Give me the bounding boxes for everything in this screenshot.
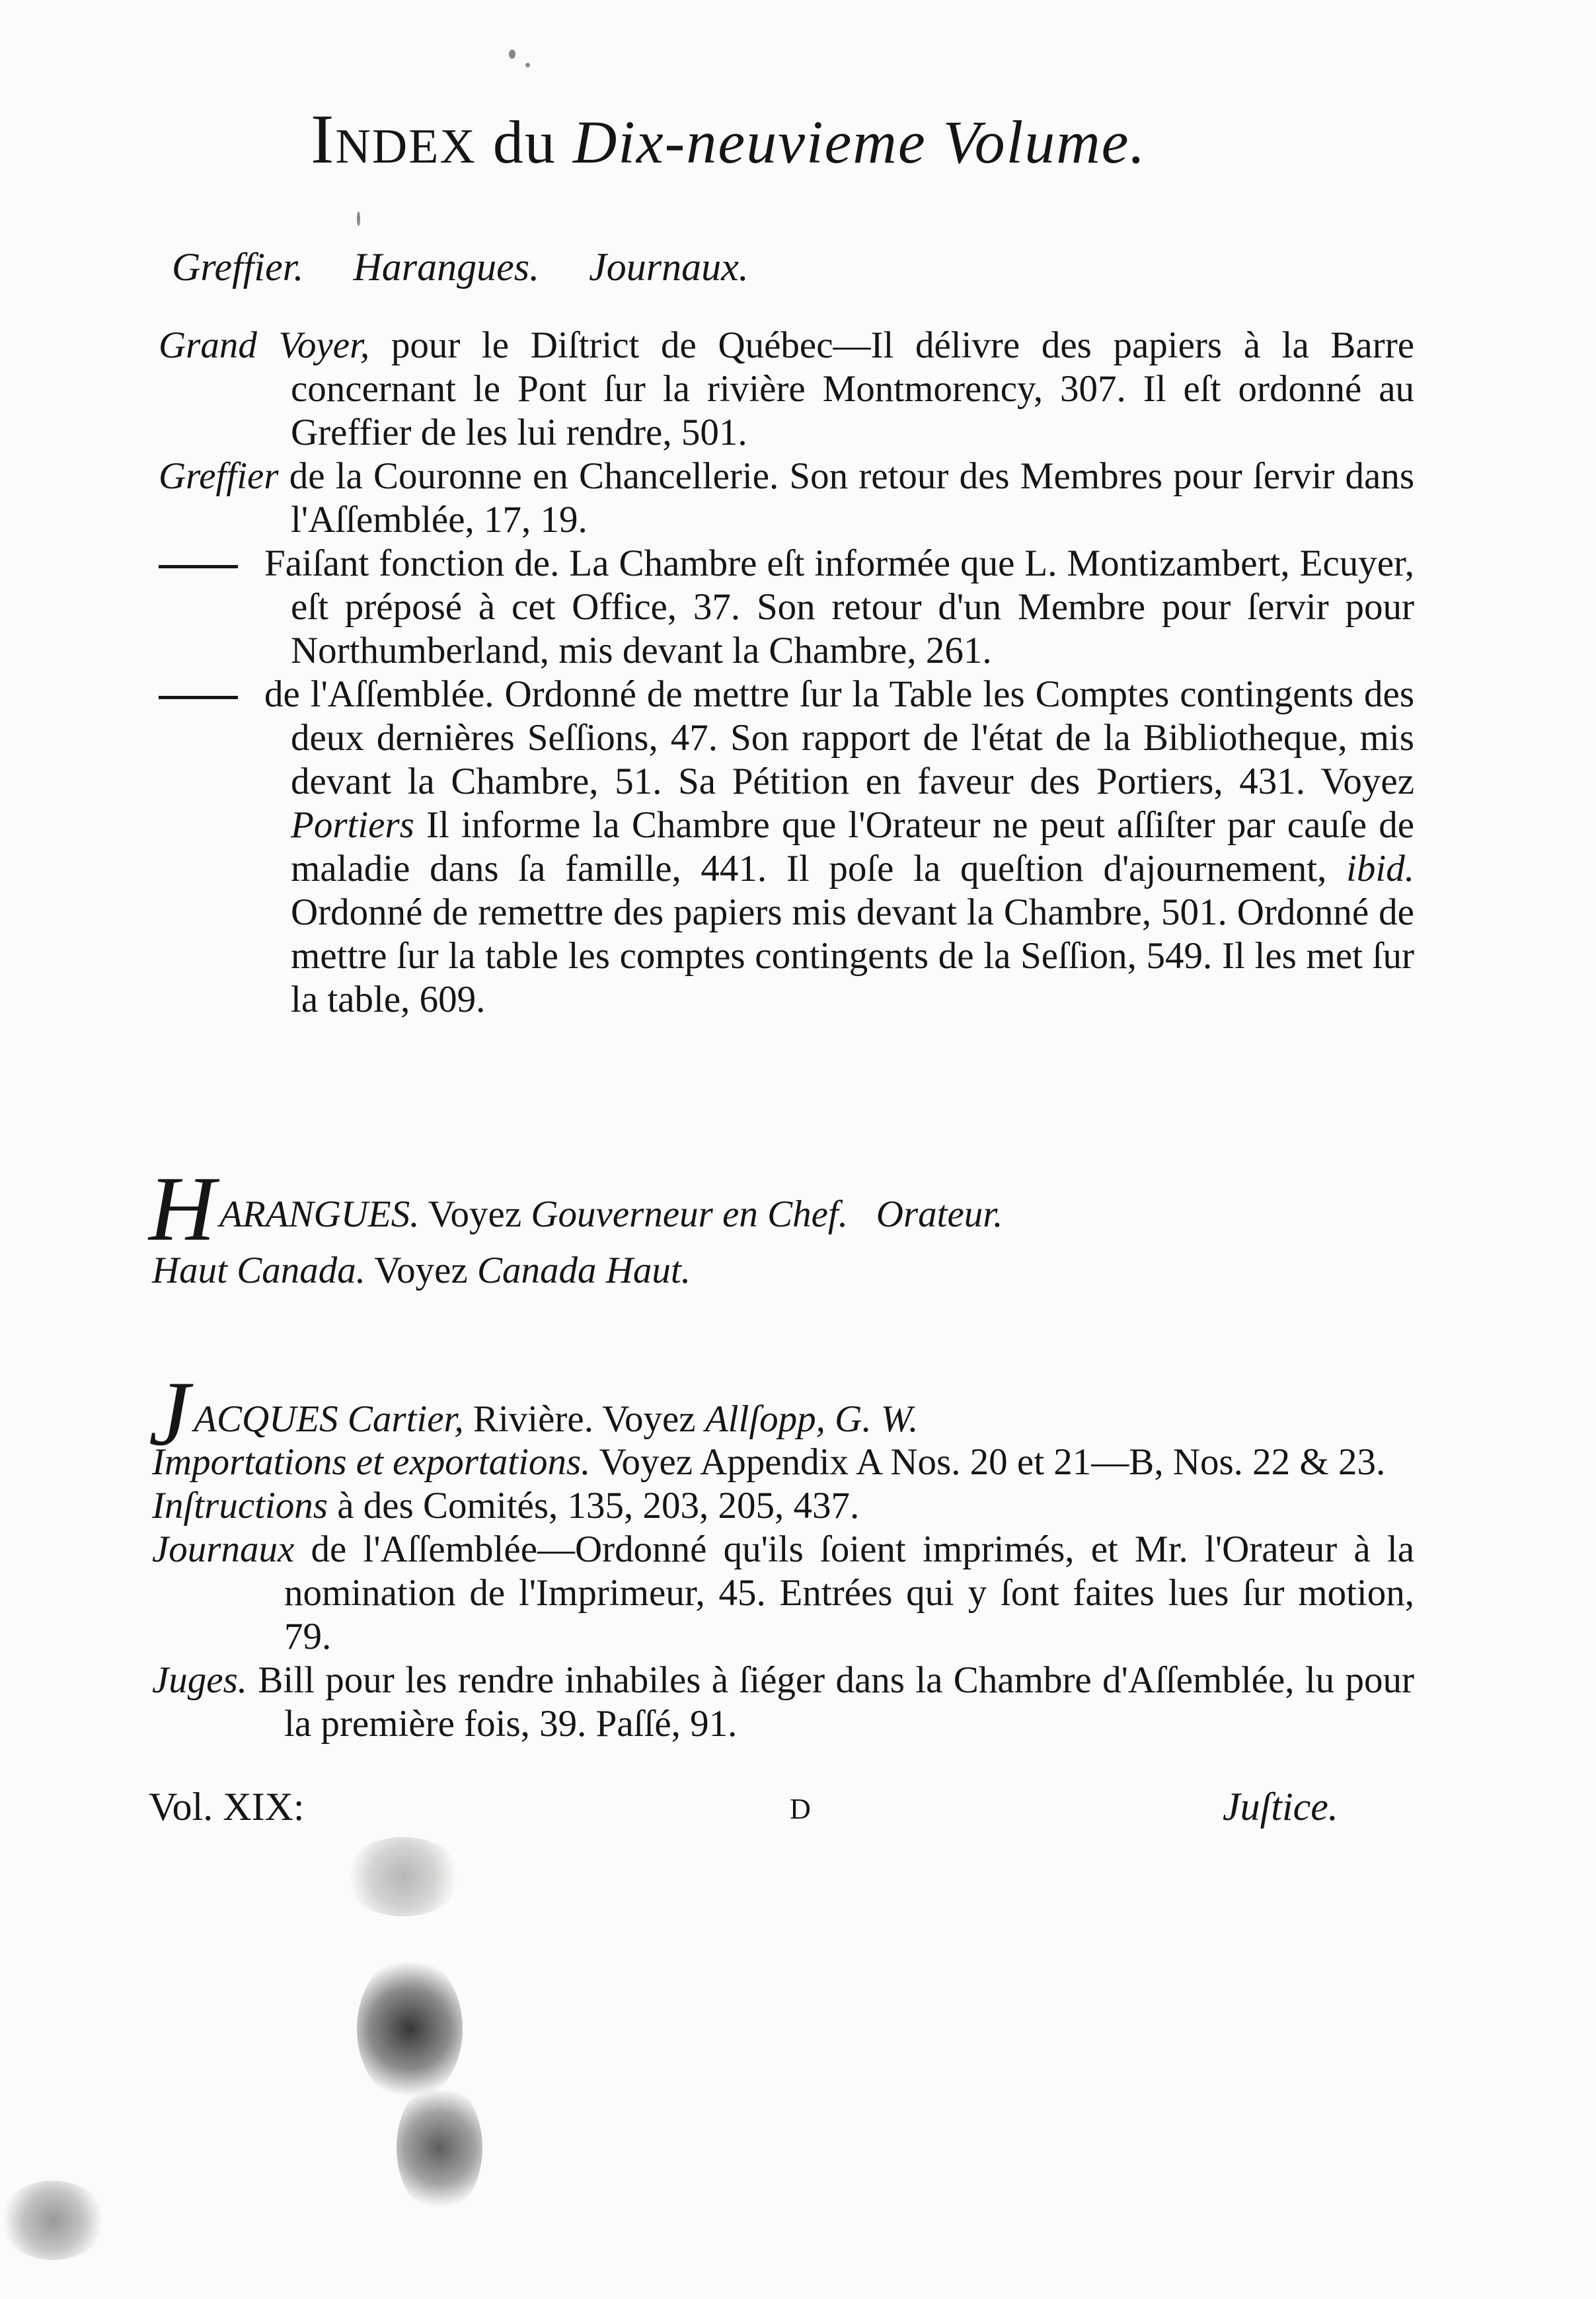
entry-text: pour le Diſtrict de Québec—Il délivre des papiers à la Barre concernant le Pont ſur la rivière Montmorency, 307. Il eſt ordonné au Greffier de les lui rendre, 501. [291, 324, 1414, 453]
drop-cap-h: H [149, 1158, 216, 1260]
entry-head: Greffier [159, 455, 279, 497]
ink-stain [357, 1956, 463, 2101]
entry-text: Voyez Appendix A Nos. 20 et 21—B, Nos. 22 & 23. [599, 1441, 1386, 1483]
ink-stain [344, 1837, 463, 1916]
cartier-word: Cartier, [347, 1398, 464, 1440]
riviere-word: Rivière. [473, 1398, 593, 1440]
catchword: Juſtice. [1223, 1785, 1338, 1828]
ink-speck [525, 63, 530, 67]
ref-text: Canada Haut. [476, 1250, 691, 1291]
index-entry [159, 455, 1414, 542]
entry-head: Grand Voyer, [159, 324, 370, 366]
crossref-item: Journaux. [589, 245, 749, 289]
ditto-dash [159, 696, 238, 699]
index-entry [159, 324, 1414, 455]
crossref-item: Greffier. [172, 245, 304, 289]
volume-label: Vol. XIX: [149, 1785, 305, 1828]
entry-text: de la Couronne en Chancellerie. Son retour des Membres pour ſervir dans l'Aſſemblée, 17, 19. [289, 455, 1415, 541]
entry-head: Inſtructions [152, 1485, 328, 1526]
entry-head: Importations et exportations. [152, 1441, 591, 1483]
ref-text: Gouverneur en Chef. [531, 1193, 849, 1235]
index-entries-j [152, 1441, 1414, 1746]
index-entries-g [159, 324, 1414, 1022]
voyez-text: Voyez [602, 1398, 696, 1440]
entry-text: Il informe la Chambre que l'Orateur ne peut aſſiſter par cauſe de maladie dans ſa famille, 441. Il poſe la queſtion d'ajournement, [291, 804, 1414, 889]
index-entry [152, 1441, 1414, 1484]
title-italic: Dix-neuvieme Volume. [572, 108, 1147, 176]
page-title [311, 99, 1302, 180]
crossref-item: Harangues. [353, 245, 540, 289]
entry-text: de l'Aſſemblée—Ordonné qu'ils ſoient imprimés, et Mr. l'Orateur à la nomination de l'Imprimeur, 45. Entrées qui y ſont faites lues ſur motion, 79. [284, 1528, 1414, 1657]
ink-speck [509, 50, 515, 59]
entry-text: Bill pour les rendre inhabiles à ſiéger dans la Chambre d'Aſſemblée, lu pour la première fois, 39. Paſſé, 91. [258, 1659, 1414, 1745]
ditto-dash [159, 565, 238, 568]
entry-head: Juges. [152, 1659, 248, 1701]
drop-cap-j: J [149, 1363, 190, 1465]
jacques-word: ACQUES [194, 1398, 338, 1440]
title-small-caps: NDEX [335, 120, 476, 174]
title-first-letter: I [311, 100, 336, 178]
entry-italic-ref: Portiers [291, 804, 414, 846]
voyez-text: Voyez [428, 1193, 522, 1235]
entry-text: à des Comités, 135, 203, 205, 437. [337, 1485, 860, 1526]
harangues-word: ARANGUES. [219, 1193, 420, 1235]
index-entry [152, 1528, 1414, 1659]
entry-text: Faiſant fonction de. La Chambre eſt informée que L. Montizambert, Ecuyer, eſt préposé à cet Office, 37. Son retour d'un Membre pour ſervir pour Northumberland, mis devant la Chambre, 261. [264, 543, 1414, 671]
title-du: du [492, 108, 556, 176]
index-entry [152, 1659, 1414, 1746]
index-entry [152, 1484, 1414, 1528]
signature-mark: D [790, 1793, 811, 1825]
ref-text: Orateur. [876, 1193, 1003, 1235]
entry-text: de l'Aſſemblée. Ordonné de mettre ſur la Table les Comptes contingents des deux dernières Seſſions, 47. Son rapport de l'état de la Bibliotheque, mis devant la Chambre, 51. Sa Pétition en faveur des Portiers, 431. Voyez [264, 673, 1414, 802]
entry-italic-ref: ibid. [1346, 848, 1414, 889]
cross-reference-line [172, 245, 788, 290]
section-h-heading [149, 1158, 1003, 1260]
ink-stain [397, 2082, 482, 2214]
index-entry [159, 542, 1414, 673]
voyez-text: Voyez [374, 1250, 468, 1291]
entry-head: Journaux [152, 1528, 295, 1570]
ref-text: Allſopp, G. W. [704, 1398, 919, 1440]
ink-speck [357, 211, 360, 226]
ink-stain [0, 2181, 106, 2260]
entry-text: Ordonné de remettre des papiers mis devant la Chambre, 501. Ordonné de mettre ſur la table les comptes contingents de la Seſſion, 549. Il les met ſur la table, 609. [291, 891, 1414, 1020]
index-entry [159, 673, 1414, 1022]
entry-head: Haut Canada. [152, 1250, 366, 1291]
haut-canada-line [152, 1249, 691, 1293]
